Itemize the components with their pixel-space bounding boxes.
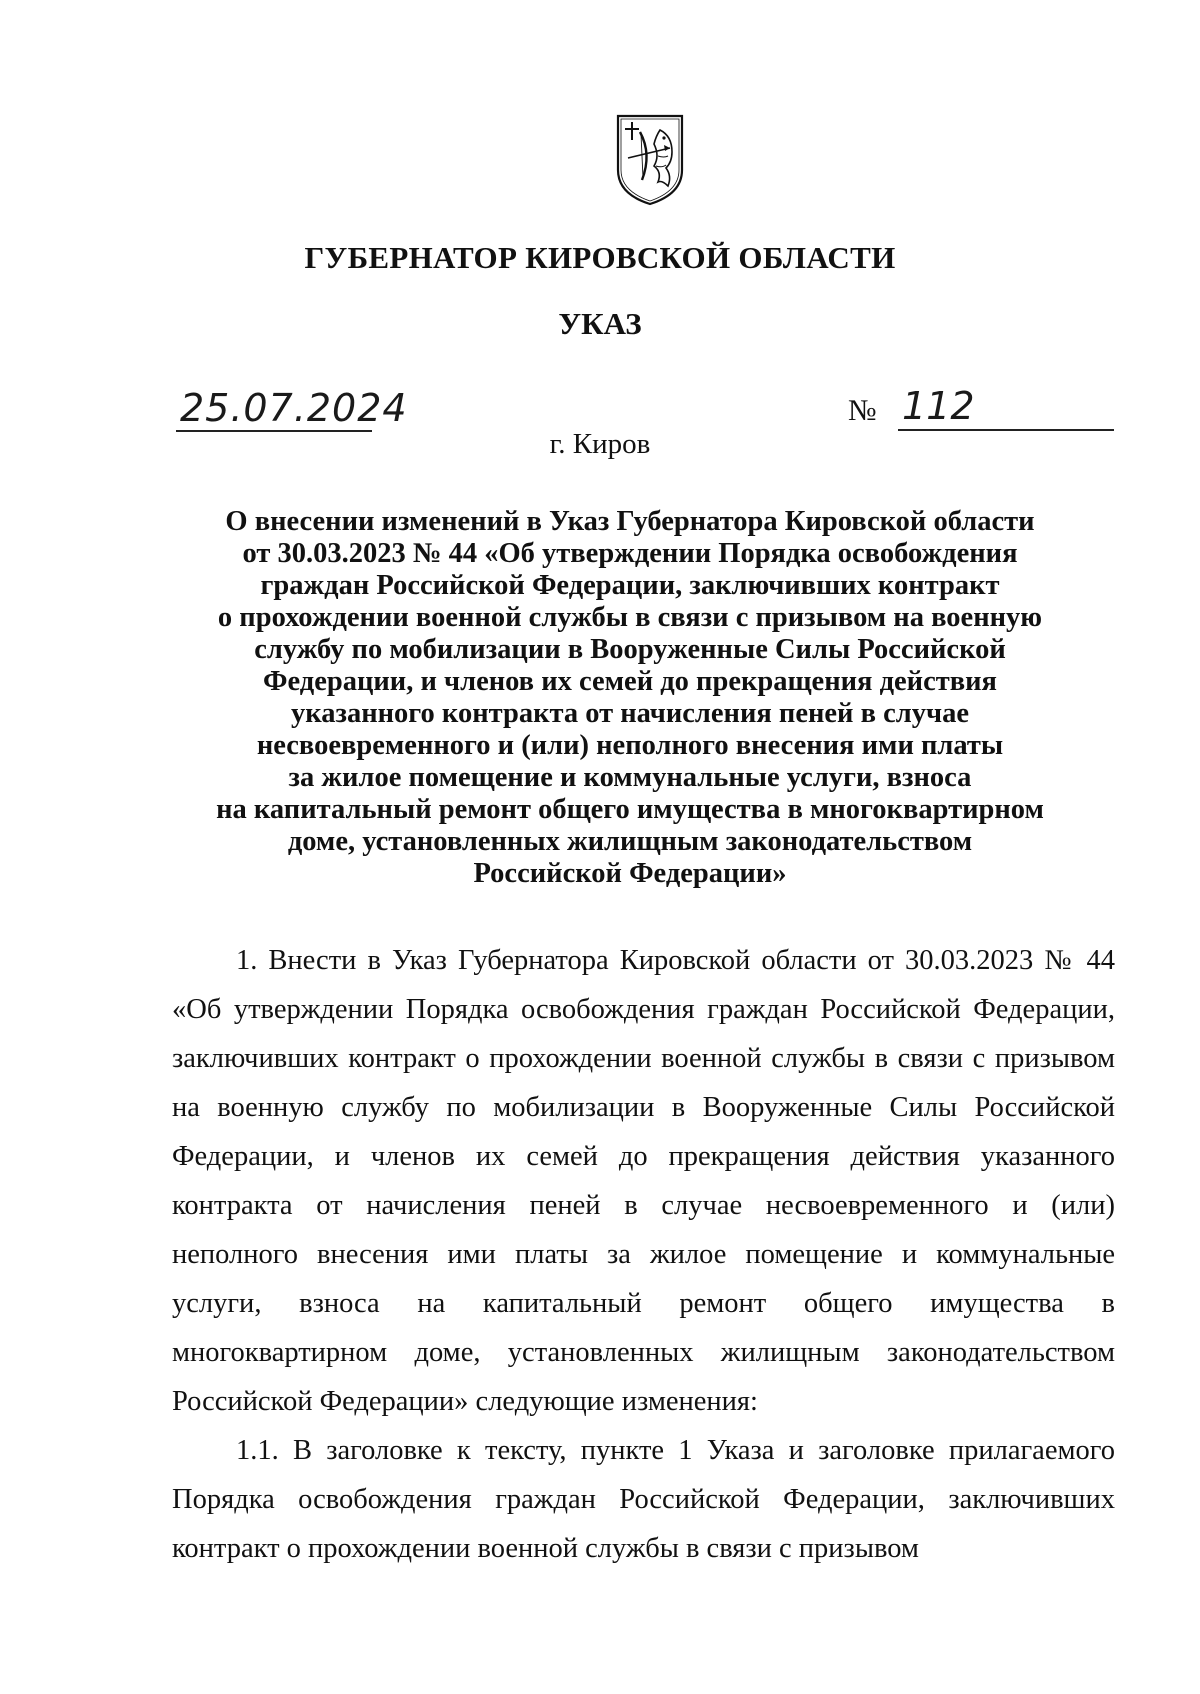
paragraph-1-1: 1.1. В заголовке к тексту, пункте 1 Указа и заголовке прилагаемого Порядка освобождения граждан Российской Федерации, заключивших контракт о прохождении военной службы в связи с призывом bbox=[172, 1435, 1115, 1564]
title-line: несвоевременного и (или) неполного внесения ими платы bbox=[256, 730, 1004, 761]
kirov-region-coat-of-arms-icon bbox=[612, 112, 688, 208]
document-city: г. Киров bbox=[549, 428, 651, 460]
title-line: за жилое помещение и коммунальные услуги, взноса bbox=[288, 762, 972, 793]
document-date: 25.07.2024 bbox=[180, 386, 408, 430]
title-line: указанного контракта от начисления пеней в случае bbox=[291, 698, 969, 729]
title-line: о прохождении военной службы в связи с призывом на военную bbox=[217, 602, 1043, 633]
title-line: доме, установленных жилищным законодательством bbox=[287, 826, 973, 857]
title-line: граждан Российской Федерации, заключивших контракт bbox=[260, 570, 1000, 601]
document-number: 112 bbox=[902, 384, 975, 428]
title-line: Российской Федерации» bbox=[473, 858, 787, 889]
document-title bbox=[160, 506, 1100, 890]
title-line: Федерации, и членов их семей до прекращения действия bbox=[263, 666, 997, 697]
document-body bbox=[172, 936, 1115, 1573]
title-line: О внесении изменений в Указ Губернатора Кировской области bbox=[225, 506, 1035, 537]
number-label: № bbox=[848, 394, 877, 427]
title-line: службу по мобилизации в Вооруженные Силы Российской bbox=[254, 634, 1006, 665]
title-line: от 30.03.2023 № 44 «Об утверждении Порядка освобождения bbox=[242, 538, 1018, 569]
title-line: на капитальный ремонт общего имущества в многоквартирном bbox=[216, 794, 1044, 825]
issuing-authority: ГУБЕРНАТОР КИРОВСКОЙ ОБЛАСТИ bbox=[304, 240, 896, 275]
paragraph-1: 1. Внести в Указ Губернатора Кировской области от 30.03.2023 № 44 «Об утверждении Порядка освобождения граждан Российской Федерации, заключивших контракт о прохождении военной службы в связи с призывом на военную службу по мобилизации в Вооруженные Силы Российской Федерации, и членов их семей до прекращения действия указанного контракта от начисления пеней в случае несвоевременного и (или) неполного внесения ими платы за жилое помещение и коммунальные услуги, взноса на капитальный ремонт общего имущества в многоквартирном доме, установленных жилищным законодательством Российской Федерации» следующие изменения: bbox=[172, 945, 1115, 1417]
document-type: УКАЗ bbox=[558, 306, 642, 341]
